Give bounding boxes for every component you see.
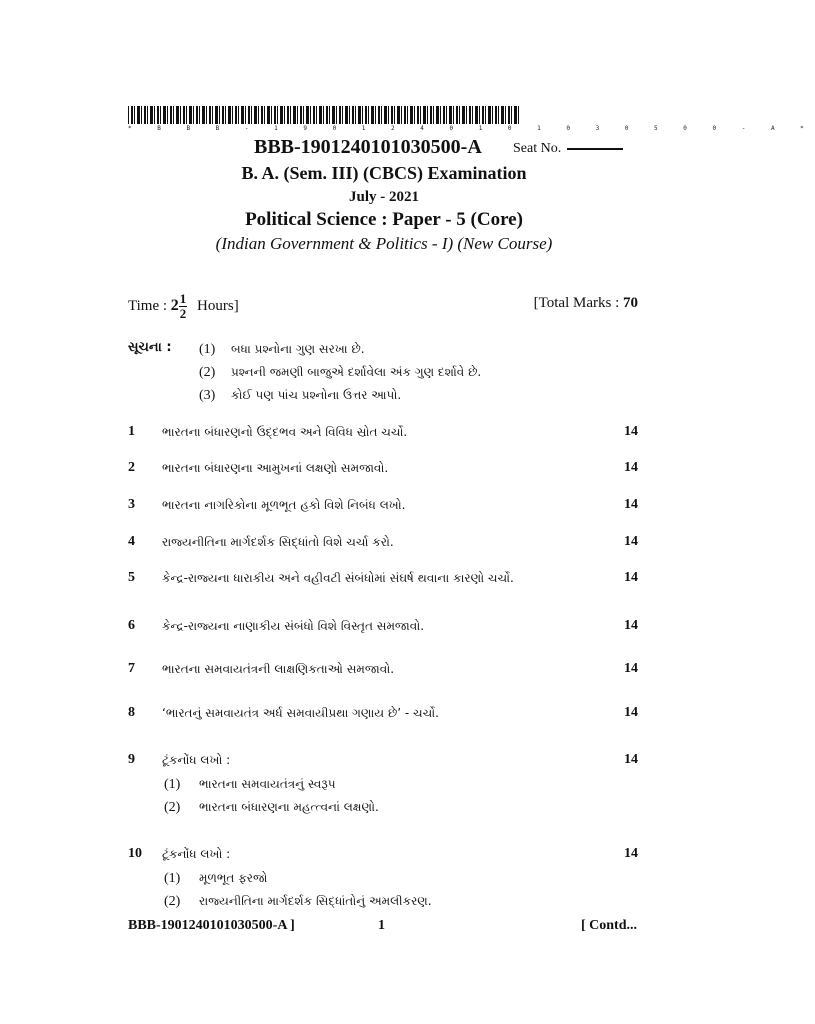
question-text: ‘ભારતનું સમવાયતંત્ર અર્ધ સમવાયીપ્રથા ગણાય છે’ - ચર્ચો.: [162, 706, 439, 720]
exam-course: (Indian Government & Politics - I) (New Course): [215, 234, 553, 253]
time-label: Time :: [128, 297, 168, 314]
instruction-number: (1): [199, 342, 216, 357]
instruction-number: (3): [199, 388, 216, 403]
sub-question-text: ભારતના સમવાયતંત્રનું સ્વરૂપ: [199, 777, 336, 791]
question-marks: 14: [624, 846, 638, 861]
sub-question-number: (2): [164, 800, 181, 815]
barcode-text: * B B B - 1 9 0 1 2 4 0 1 0 1 0 3 0 5 0 0 - A *: [128, 125, 815, 132]
exam-title: B. A. (Sem. III) (CBCS) Examination: [241, 163, 527, 183]
barcode-bars: [128, 106, 520, 124]
question-text: કેન્દ્ર-રાજ્યના ધારાકીય અને વહીવટી સંબંધોમાં સંઘર્ષ થવાના કારણો ચર્ચો.: [162, 571, 514, 585]
instruction-text: બધા પ્રશ્નોના ગુણ સરખા છે.: [231, 342, 365, 356]
seat-blank-line: [567, 148, 623, 150]
question-number: 5: [128, 570, 135, 585]
total-marks: [534, 295, 638, 312]
question-marks: 14: [624, 661, 638, 676]
exam-subject: Political Science : Paper - 5 (Core): [245, 209, 523, 230]
sub-question-number: (1): [164, 777, 181, 792]
instruction-item: [199, 387, 401, 404]
sub-question: [164, 798, 379, 816]
paper-code: BBB-1901240101030500-A: [254, 136, 482, 158]
sub-question-text: ભારતના બંધારણના મહત્ત્વનાં લક્ષણો.: [199, 800, 379, 814]
question-text: રાજ્યનીતિના માર્ગદર્શક સિદ્ધાંતો વિશે ચર્ચા કરો.: [162, 535, 394, 549]
question-marks: 14: [624, 752, 638, 767]
instruction-text: કોઈ પણ પાંચ પ્રશ્નોના ઉત્તર આપો.: [231, 388, 402, 402]
question-number: 10: [128, 846, 142, 861]
question-marks: 14: [624, 497, 638, 512]
time-whole: 2: [170, 296, 179, 314]
question-text: કેન્દ્ર-રાજ્યના નાણાકીય સંબંધો વિશે વિસ્તૃત સમજાવો.: [162, 619, 425, 633]
question-text: ટૂંકનોંધ લખો :: [162, 847, 231, 861]
instruction-item: [199, 364, 481, 381]
seat-number: [513, 141, 623, 157]
question-number: 7: [128, 661, 135, 676]
question-marks: 14: [624, 705, 638, 720]
barcode: [128, 106, 815, 132]
question-text: ભારતના નાગરિકોના મૂળભૂત હકો વિશે નિબંધ લખો.: [162, 498, 406, 512]
question-text: ભારતના બંધારણના આમુખનાં લક્ષણો સમજાવો.: [162, 461, 389, 475]
question-number: 4: [128, 534, 135, 549]
sub-question: [164, 892, 432, 910]
question-text: ભારતના બંધારણનો ઉદ્દભવ અને વિવિધ સ્રોત ચર્ચો.: [162, 425, 408, 439]
time-numerator: 1: [179, 291, 187, 306]
sub-question-number: (1): [164, 871, 181, 886]
instruction-item: [199, 341, 365, 358]
footer-paper-code: BBB-1901240101030500-A ]: [128, 918, 295, 933]
footer-page-number: 1: [378, 918, 385, 933]
question-marks: 14: [624, 534, 638, 549]
sub-question-text: મૂળભૂત ફરજો: [199, 871, 268, 885]
question-number: 2: [128, 460, 135, 475]
time-fraction: [179, 292, 188, 321]
question-marks: 14: [624, 570, 638, 585]
question-number: 9: [128, 752, 135, 767]
question-number: 3: [128, 497, 135, 512]
question-text: ભારતના સમવાયતંત્રની લાક્ષણિકતાઓ સમજાવો.: [162, 662, 395, 676]
sub-question-text: રાજ્યનીતિના માર્ગદર્શક સિદ્ધાંતોનું અમલીકરણ.: [199, 894, 432, 908]
instruction-text: પ્રશ્નની જમણી બાજુએ દર્શાવેલા અંક ગુણ દર્શાવે છે.: [231, 365, 482, 379]
sub-question: [164, 775, 336, 793]
question-marks: 14: [624, 460, 638, 475]
question-number: 1: [128, 424, 135, 439]
instructions-label: સૂચના :: [128, 340, 172, 355]
time-allowed: [128, 292, 239, 321]
question-marks: 14: [624, 424, 638, 439]
seat-label: Seat No.: [513, 141, 562, 156]
sub-question-number: (2): [164, 894, 181, 909]
footer-continued: [ Contd...: [580, 918, 637, 933]
question-marks: 14: [624, 618, 638, 633]
total-marks-value: 70: [623, 295, 638, 311]
sub-question: [164, 869, 267, 887]
question-text: ટૂંકનોંધ લખો :: [162, 753, 231, 767]
question-number: 8: [128, 705, 135, 720]
time-unit: Hours]: [197, 297, 239, 314]
exam-session: July - 2021: [348, 189, 419, 205]
time-denominator: 2: [179, 306, 187, 321]
instruction-number: (2): [199, 365, 216, 380]
total-marks-label: [Total Marks :: [533, 295, 620, 311]
question-number: 6: [128, 618, 135, 633]
